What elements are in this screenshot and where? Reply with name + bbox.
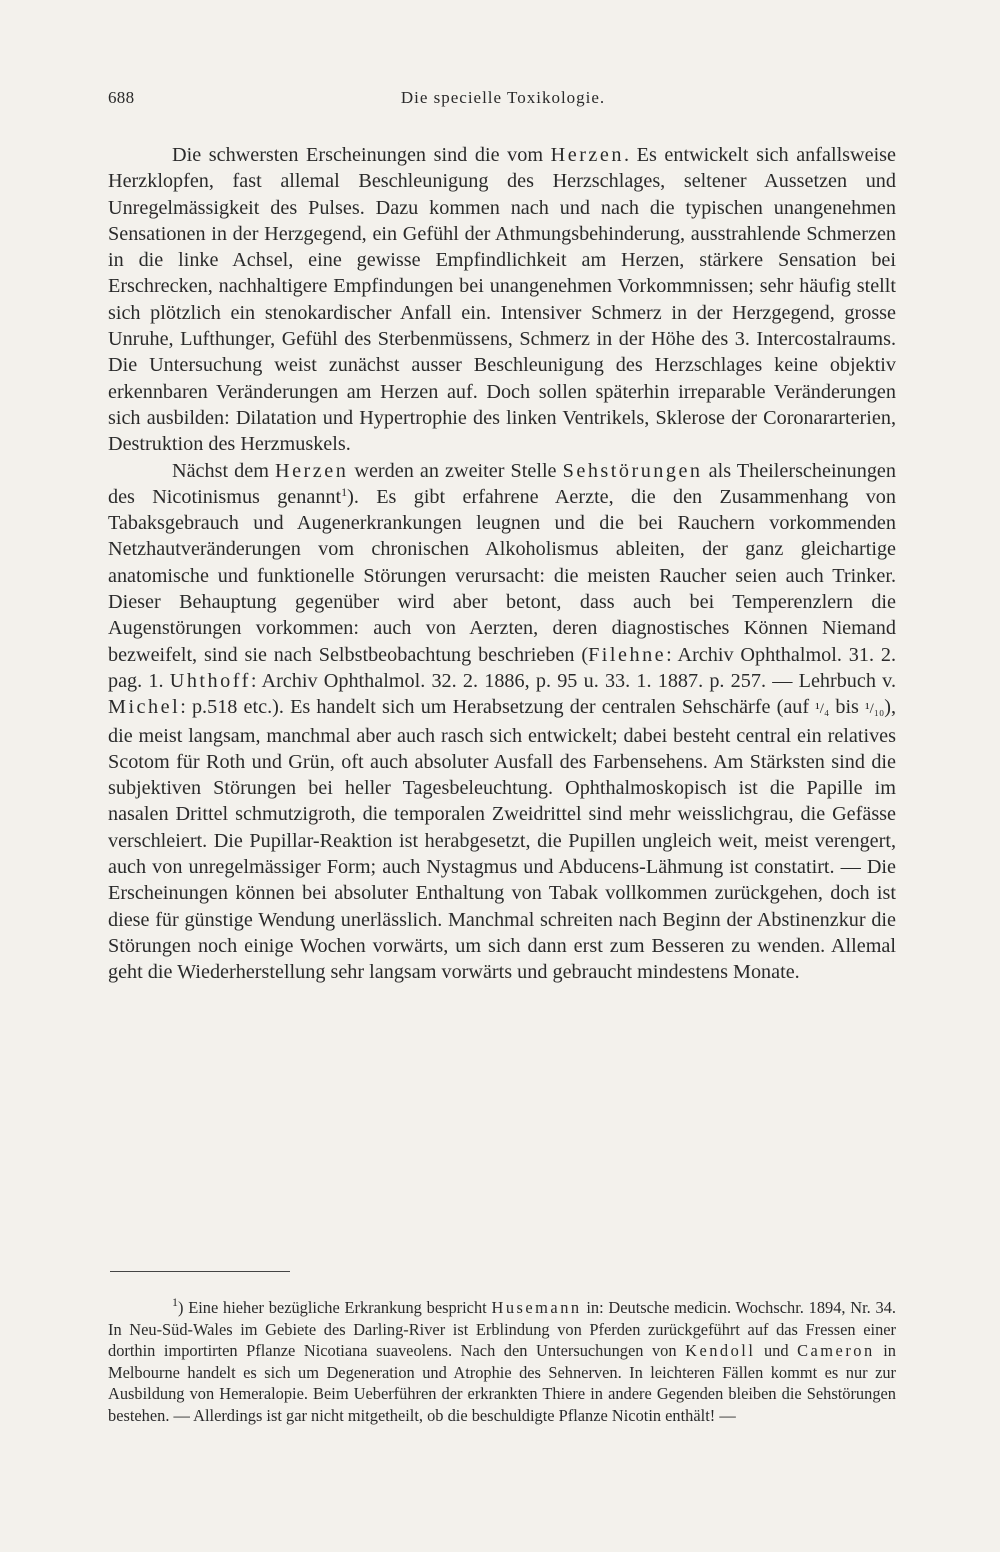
running-title: Die specielle Toxikologie. — [400, 88, 606, 107]
footnote-reference: 1 — [341, 484, 348, 499]
author-uhthoff: Uhthoff — [169, 669, 251, 692]
footnote-divider — [110, 1271, 290, 1272]
paragraph-vision-disorders: Nächst dem Herzen werden an zweiter Stelle Sehstörungen als Theilerscheinungen des Nicotinismus genannt$^1$). Es gibt erfahrene Aerzte, die den Zusammenhang von Tabaksgebrauch und Augenerkrankungen leugnen und die bei Rauchern vorkommenden Netzhautveränderungen vom chronischen Alkoholismus ableiten, der ganz gleichartige anatomische und funktionelle Störungen verursacht: die meisten Raucher seien auch Trinker. Dieser Behauptung gegenüber wird aber betont, dass auch bei Temperenzlern die Augenstörungen vorkommen: auch von Aerzten, deren diagnostisches Können Niemand bezweifelt, sind sie nach Selbstbeobachtung beschrieben (Filehne: Archiv Ophthalmol. 31. 2. pag. 1. Uhthoff: Archiv Ophthalmol. 32. 2. 1886, p. 95 u. 33. 1. 1887. p. 257. — Lehrbuch v. Michel: p.518 etc.). Es handelt sich um Herabsetzung der centralen Sehschärfe (auf ¹/₄ bis ¹/₁₀), die meist langsam, manchmal aber auch rasch sich entwickelt; dabei besteht central ein relatives Scotom für Roth und Grün, oft auch absoluter Ausfall des Farbensehens. Am Stärksten sind die subjektiven Störungen bei heller Tagesbeleuchtung. Ophthalmoskopisch ist die Papille im nasalen Drittel schmutzigroth, die temporalen Zweidrittel sind mehr weisslichgrau, die Gefässe verschleiert. Die Pupillar-Reaktion ist herabgesetzt, die Pupillen ungleich weit, meist verengert, auch von unregelmässiger Form; auch Nystagmus und Abducens-Lähmung ist constatirt. — Die Erscheinungen können bei absoluter Enthaltung von Tabak vollkommen zurückgehen, doch ist diese für günstige Wendung unerlässlich. Manchmal schreiten nach Beginn der Abstinenzkur die Störungen noch einige Wochen vorwärts, um sich dann erst zum Besseren zu wenden. Allemal geht die Wiederherstellung sehr langsam vorwärts und gebraucht mindestens Monate. — [108, 459, 896, 984]
emphasis-sehstoerungen: Sehstörungen — [562, 459, 703, 482]
fraction-tenth: ¹/₁₀ — [865, 701, 885, 718]
author-cameron: Cameron — [797, 1341, 875, 1360]
footnote-marker: 1 — [172, 1295, 178, 1309]
page-number: 688 — [108, 88, 135, 107]
author-michel: Michel — [108, 696, 181, 719]
author-husemann: Husemann — [491, 1298, 582, 1317]
footnote-1: $^1$) Eine hieher bezügliche Erkrankung bespricht Husemann in: Deutsche medicin. Wochschr. 1894, Nr. 34. In Neu-Süd-Wales im Gebiete des Darling-River ist Erblindung von Pferden zurückgeführt auf das Fressen einer dorthin importirten Pflanze Nicotiana suaveolens. Nach den Untersuchungen von Kendoll und Cameron in Melbourne handelt es sich um Degeneration und Atrophie des Sehnerven. In leichteren Fällen kommt es nur zur Ausbildung von Hemeralopie. Beim Ueberführen der erkrankten Thiere in andere Gegenden bleiben die Sehstörungen bestehen. — Allerdings ist gar nicht mitgetheilt, ob die beschuldigte Pflanze Nicotin enthält! — — [108, 1295, 897, 1425]
emphasis-herzen: Herzen — [550, 144, 624, 166]
body-text — [108, 142, 896, 986]
emphasis-herzen-2: Herzen — [275, 459, 349, 482]
author-kendoll: Kendoll — [685, 1341, 756, 1360]
author-filehne: Filehne — [588, 643, 667, 666]
fraction-quarter: ¹/₄ — [815, 701, 830, 718]
footnotes — [108, 1297, 896, 1426]
running-head — [108, 88, 898, 118]
paragraph-heart-symptoms: Die schwersten Erscheinungen sind die vom Herzen. Es entwickelt sich anfallsweise Herzklopfen, fast allemal Beschleunigung des Herzschlages, seltener Aussetzen und Unregelmässigkeit des Pulses. Dazu kommen nach und nach die typischen unangenehmen Sensationen in der Herzgegend, ein Gefühl der Athmungsbehinderung, ausstrahlende Schmerzen in die linke Achsel, eine gewisse Empfindlichkeit am Herzen, stärkere Sensation bei Erschrecken, nachhaltigere Empfindungen bei unangenehmen Vorkommnissen; sehr häufig stellt sich plötzlich ein stenokardischer Anfall ein. Intensiver Schmerz in der Herzgegend, grosse Unruhe, Lufthunger, Gefühl des Sterbenmüssens, Schmerz in der Höhe des 3. Intercostalraums. Die Untersuchung weist zunächst ausser Beschleunigung des Herzschlages keine objektiv erkennbaren Veränderungen am Herzen auf. Doch sollen späterhin irreparable Veränderungen sich ausbilden: Dilatation und Hypertrophie des linken Ventrikels, Sklerose der Coronararterien, Destruktion des Herzmuskels. — [108, 144, 896, 456]
